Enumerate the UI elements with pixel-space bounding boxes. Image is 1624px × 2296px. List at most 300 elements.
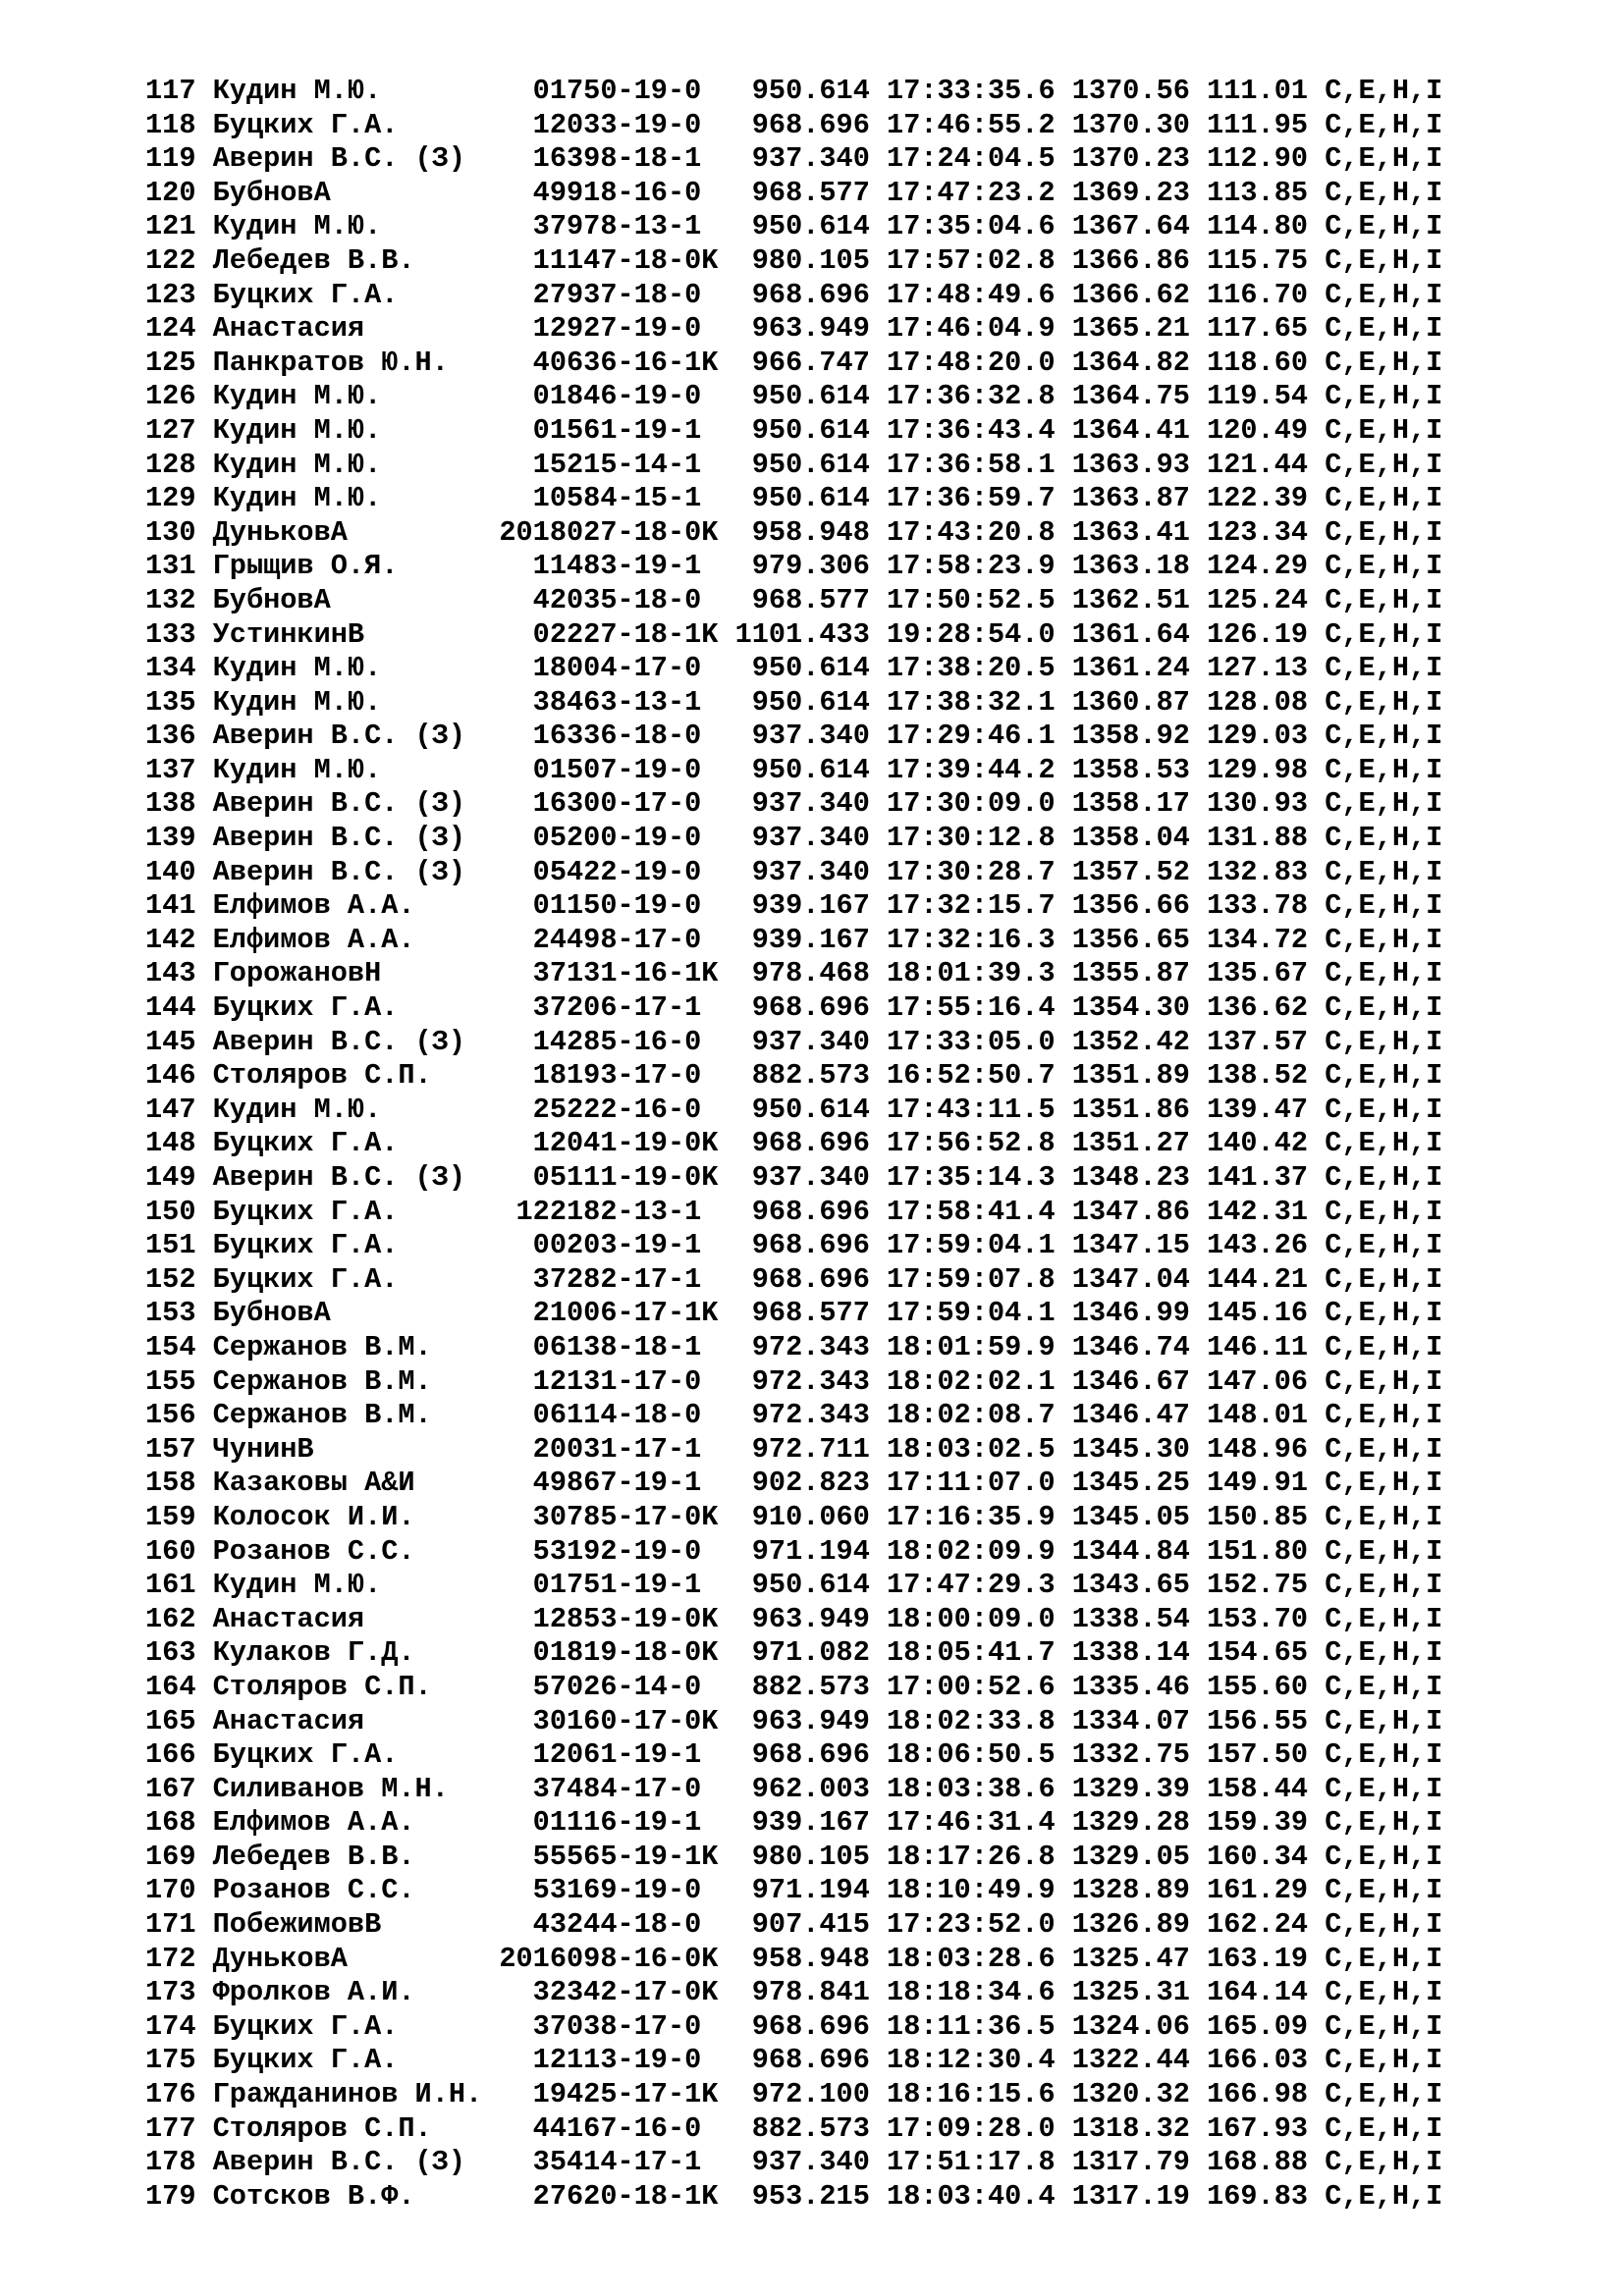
cell-distance: 910.060 (718, 1500, 870, 1533)
table-row (145, 312, 1442, 347)
cell-categories: C,E,H,I (1308, 685, 1443, 719)
cell-name: Панкратов Ю.Н. (212, 346, 500, 379)
table-row (145, 244, 1442, 279)
cell-place: 130 (145, 515, 213, 549)
cell-distance: 937.340 (718, 2146, 870, 2179)
cell-categories: C,E,H,I (1308, 1399, 1443, 1432)
cell-place: 137 (145, 753, 213, 786)
cell-coef: 133.78 (1189, 889, 1309, 923)
cell-distance: 939.167 (718, 923, 870, 956)
cell-coef: 122.39 (1189, 482, 1309, 515)
cell-time: 18:18:34.6 (869, 1976, 1056, 2009)
cell-categories: C,E,H,I (1308, 413, 1443, 447)
cell-distance: 958.948 (718, 515, 870, 549)
table-row (145, 1874, 1442, 1908)
cell-ring: 24498-17-0 (499, 923, 719, 956)
cell-distance: 980.105 (718, 243, 870, 277)
table-row (145, 2078, 1442, 2112)
cell-coef: 118.60 (1189, 346, 1309, 379)
cell-distance: 950.614 (718, 1569, 870, 1602)
cell-ring: 10584-15-1 (499, 482, 719, 515)
cell-time: 17:39:44.2 (869, 753, 1056, 786)
cell-coef: 167.93 (1189, 2111, 1309, 2145)
cell-place: 154 (145, 1330, 213, 1363)
cell-coef: 130.93 (1189, 787, 1309, 821)
cell-speed: 1329.28 (1055, 1806, 1190, 1840)
cell-distance: 971.082 (718, 1636, 870, 1670)
table-row (145, 957, 1442, 991)
cell-distance: 972.711 (718, 1432, 870, 1466)
cell-time: 17:46:31.4 (869, 1806, 1056, 1840)
cell-coef: 165.09 (1189, 2009, 1309, 2043)
cell-place: 126 (145, 380, 213, 413)
cell-coef: 161.29 (1189, 1874, 1309, 1907)
cell-name: Кудин М.Ю. (212, 652, 500, 685)
table-row (145, 1773, 1442, 1807)
table-row (145, 142, 1442, 177)
cell-distance: 950.614 (718, 413, 870, 447)
cell-speed: 1370.56 (1055, 75, 1190, 107)
table-row (145, 1263, 1442, 1298)
cell-time: 17:48:20.0 (869, 346, 1056, 379)
cell-time: 19:28:54.0 (869, 617, 1056, 651)
table-row (145, 1636, 1442, 1671)
cell-name: Аверин В.С. (З) (212, 1161, 500, 1194)
table-row (145, 1365, 1442, 1400)
cell-name: Аверин В.С. (З) (212, 787, 500, 821)
cell-name: Буцких Г.А. (212, 1229, 500, 1262)
cell-distance: 966.747 (718, 346, 870, 379)
cell-categories: C,E,H,I (1308, 1670, 1443, 1703)
cell-coef: 126.19 (1189, 617, 1309, 651)
table-row (145, 380, 1442, 414)
cell-distance: 937.340 (718, 787, 870, 821)
table-row (145, 1331, 1442, 1365)
cell-name: Сотсков В.Ф. (212, 2179, 500, 2213)
cell-categories: C,E,H,I (1308, 2111, 1443, 2145)
cell-distance: 937.340 (718, 1161, 870, 1194)
cell-distance: 968.696 (718, 108, 870, 141)
cell-place: 161 (145, 1569, 213, 1602)
cell-ring: 57026-14-0 (499, 1670, 719, 1703)
cell-place: 120 (145, 176, 213, 209)
cell-coef: 111.01 (1189, 75, 1309, 107)
cell-time: 17:46:04.9 (869, 312, 1056, 346)
cell-place: 124 (145, 312, 213, 346)
cell-distance: 950.614 (718, 652, 870, 685)
cell-time: 17:47:23.2 (869, 176, 1056, 209)
cell-time: 17:57:02.8 (869, 243, 1056, 277)
cell-speed: 1351.89 (1055, 1059, 1190, 1093)
table-row (145, 584, 1442, 618)
cell-categories: C,E,H,I (1308, 278, 1443, 311)
cell-speed: 1356.65 (1055, 923, 1190, 956)
cell-name: Кудин М.Ю. (212, 1569, 500, 1602)
cell-name: ПобежимовВ (212, 1908, 500, 1942)
cell-categories: C,E,H,I (1308, 1093, 1443, 1126)
cell-time: 17:30:28.7 (869, 855, 1056, 888)
table-row (145, 1501, 1442, 1535)
cell-ring: 37206-17-1 (499, 991, 719, 1025)
table-row (145, 2010, 1442, 2045)
cell-name: Анастасия (212, 1704, 500, 1737)
cell-coef: 134.72 (1189, 923, 1309, 956)
cell-categories: C,E,H,I (1308, 583, 1443, 616)
table-row (145, 347, 1442, 381)
cell-speed: 1326.89 (1055, 1908, 1190, 1942)
cell-distance: 950.614 (718, 75, 870, 107)
cell-time: 17:38:32.1 (869, 685, 1056, 719)
cell-coef: 147.06 (1189, 1364, 1309, 1398)
cell-categories: C,E,H,I (1308, 652, 1443, 685)
cell-time: 17:46:55.2 (869, 108, 1056, 141)
cell-coef: 146.11 (1189, 1330, 1309, 1363)
cell-place: 123 (145, 278, 213, 311)
cell-speed: 1355.87 (1055, 957, 1190, 990)
cell-distance: 1101.433 (718, 617, 870, 651)
cell-name: Аверин В.С. (З) (212, 2146, 500, 2179)
cell-speed: 1364.41 (1055, 413, 1190, 447)
cell-ring: 12131-17-0 (499, 1364, 719, 1398)
cell-categories: C,E,H,I (1308, 142, 1443, 176)
cell-categories: C,E,H,I (1308, 787, 1443, 821)
cell-name: Кудин М.Ю. (212, 482, 500, 515)
cell-time: 18:03:28.6 (869, 1942, 1056, 1975)
cell-place: 140 (145, 855, 213, 888)
cell-place: 156 (145, 1399, 213, 1432)
cell-place: 133 (145, 617, 213, 651)
table-row (145, 787, 1442, 822)
cell-speed: 1351.86 (1055, 1093, 1190, 1126)
cell-name: Елфимов А.А. (212, 1806, 500, 1840)
cell-distance: 939.167 (718, 1806, 870, 1840)
cell-ring: 01561-19-1 (499, 413, 719, 447)
cell-speed: 1369.23 (1055, 176, 1190, 209)
cell-speed: 1345.30 (1055, 1432, 1190, 1466)
cell-name: УстинкинВ (212, 617, 500, 651)
cell-categories: C,E,H,I (1308, 1161, 1443, 1194)
cell-speed: 1362.51 (1055, 583, 1190, 616)
cell-categories: C,E,H,I (1308, 1908, 1443, 1942)
cell-distance: 968.696 (718, 1229, 870, 1262)
cell-name: Столяров С.П. (212, 1059, 500, 1093)
cell-time: 17:59:04.1 (869, 1229, 1056, 1262)
cell-name: Фролков А.И. (212, 1976, 500, 2009)
cell-coef: 156.55 (1189, 1704, 1309, 1737)
cell-categories: C,E,H,I (1308, 1025, 1443, 1058)
cell-place: 162 (145, 1602, 213, 1635)
cell-distance: 968.696 (718, 1195, 870, 1228)
cell-ring: 12853-19-0K (499, 1602, 719, 1635)
cell-time: 17:43:20.8 (869, 515, 1056, 549)
cell-speed: 1332.75 (1055, 1738, 1190, 1772)
table-row (145, 2112, 1442, 2147)
cell-coef: 123.34 (1189, 515, 1309, 549)
cell-name: Сержанов В.М. (212, 1399, 500, 1432)
cell-name: Буцких Г.А. (212, 1738, 500, 1772)
cell-distance: 882.573 (718, 1059, 870, 1093)
cell-coef: 135.67 (1189, 957, 1309, 990)
cell-time: 17:09:28.0 (869, 2111, 1056, 2145)
cell-categories: C,E,H,I (1308, 482, 1443, 515)
cell-time: 18:00:09.0 (869, 1602, 1056, 1635)
cell-speed: 1363.41 (1055, 515, 1190, 549)
cell-ring: 40636-16-1K (499, 346, 719, 379)
cell-categories: C,E,H,I (1308, 1432, 1443, 1466)
cell-ring: 06138-18-1 (499, 1330, 719, 1363)
cell-ring: 12927-19-0 (499, 312, 719, 346)
cell-ring: 44167-16-0 (499, 2111, 719, 2145)
cell-name: Аверин В.С. (З) (212, 142, 500, 176)
cell-distance: 971.194 (718, 1874, 870, 1907)
cell-distance: 950.614 (718, 482, 870, 515)
cell-coef: 166.03 (1189, 2044, 1309, 2077)
table-row (145, 889, 1442, 924)
cell-categories: C,E,H,I (1308, 1330, 1443, 1363)
cell-categories: C,E,H,I (1308, 243, 1443, 277)
cell-distance: 968.696 (718, 278, 870, 311)
cell-categories: C,E,H,I (1308, 1569, 1443, 1602)
cell-distance: 937.340 (718, 142, 870, 176)
table-row (145, 482, 1442, 516)
cell-distance: 968.577 (718, 176, 870, 209)
cell-name: Кудин М.Ю. (212, 413, 500, 447)
cell-place: 177 (145, 2111, 213, 2145)
cell-ring: 53169-19-0 (499, 1874, 719, 1907)
cell-time: 18:05:41.7 (869, 1636, 1056, 1670)
cell-ring: 05422-19-0 (499, 855, 719, 888)
cell-categories: C,E,H,I (1308, 380, 1443, 413)
cell-ring: 15215-14-1 (499, 448, 719, 481)
cell-coef: 151.80 (1189, 1534, 1309, 1568)
cell-place: 173 (145, 1976, 213, 2009)
cell-speed: 1361.24 (1055, 652, 1190, 685)
cell-distance: 962.003 (718, 1772, 870, 1805)
cell-distance: 963.949 (718, 1704, 870, 1737)
cell-categories: C,E,H,I (1308, 75, 1443, 107)
cell-speed: 1358.04 (1055, 822, 1190, 855)
cell-speed: 1329.05 (1055, 1840, 1190, 1873)
cell-distance: 978.468 (718, 957, 870, 990)
table-row (145, 1569, 1442, 1603)
cell-coef: 112.90 (1189, 142, 1309, 176)
cell-distance: 979.306 (718, 550, 870, 583)
cell-name: БубновА (212, 1297, 500, 1330)
cell-coef: 121.44 (1189, 448, 1309, 481)
cell-speed: 1370.30 (1055, 108, 1190, 141)
cell-distance: 882.573 (718, 1670, 870, 1703)
cell-distance: 950.614 (718, 380, 870, 413)
cell-ring: 01150-19-0 (499, 889, 719, 923)
cell-speed: 1346.74 (1055, 1330, 1190, 1363)
cell-distance: 937.340 (718, 855, 870, 888)
cell-name: Буцких Г.А. (212, 1127, 500, 1160)
cell-time: 17:55:16.4 (869, 991, 1056, 1025)
cell-distance: 968.696 (718, 1127, 870, 1160)
cell-place: 152 (145, 1262, 213, 1296)
cell-name: Лебедев В.В. (212, 1840, 500, 1873)
cell-time: 17:38:20.5 (869, 652, 1056, 685)
cell-speed: 1325.47 (1055, 1942, 1190, 1975)
cell-categories: C,E,H,I (1308, 923, 1443, 956)
cell-speed: 1324.06 (1055, 2009, 1190, 2043)
cell-name: Кудин М.Ю. (212, 75, 500, 107)
cell-distance: 950.614 (718, 1093, 870, 1126)
cell-categories: C,E,H,I (1308, 210, 1443, 243)
cell-time: 17:59:04.1 (869, 1297, 1056, 1330)
table-row (145, 1094, 1442, 1128)
cell-coef: 113.85 (1189, 176, 1309, 209)
cell-place: 155 (145, 1364, 213, 1398)
cell-speed: 1364.82 (1055, 346, 1190, 379)
cell-categories: C,E,H,I (1308, 515, 1443, 549)
cell-ring: 02227-18-1K (499, 617, 719, 651)
cell-categories: C,E,H,I (1308, 855, 1443, 888)
cell-ring: 35414-17-1 (499, 2146, 719, 2179)
cell-ring: 55565-19-1K (499, 1840, 719, 1873)
cell-time: 18:02:02.1 (869, 1364, 1056, 1398)
cell-categories: C,E,H,I (1308, 2009, 1443, 2043)
cell-place: 166 (145, 1738, 213, 1772)
cell-coef: 125.24 (1189, 583, 1309, 616)
cell-place: 132 (145, 583, 213, 616)
cell-ring: 30785-17-0K (499, 1500, 719, 1533)
cell-place: 144 (145, 991, 213, 1025)
cell-distance: 968.577 (718, 583, 870, 616)
cell-ring: 01507-19-0 (499, 753, 719, 786)
cell-categories: C,E,H,I (1308, 176, 1443, 209)
cell-place: 151 (145, 1229, 213, 1262)
cell-ring: 11483-19-1 (499, 550, 719, 583)
cell-categories: C,E,H,I (1308, 2146, 1443, 2179)
cell-coef: 150.85 (1189, 1500, 1309, 1533)
cell-time: 17:59:07.8 (869, 1262, 1056, 1296)
cell-speed: 1347.15 (1055, 1229, 1190, 1262)
cell-coef: 163.19 (1189, 1942, 1309, 1975)
cell-distance: 937.340 (718, 720, 870, 753)
cell-coef: 138.52 (1189, 1059, 1309, 1093)
cell-name: ДуньковА (212, 1942, 500, 1975)
cell-name: Розанов С.С. (212, 1534, 500, 1568)
cell-place: 131 (145, 550, 213, 583)
cell-ring: 06114-18-0 (499, 1399, 719, 1432)
cell-ring: 14285-16-0 (499, 1025, 719, 1058)
cell-place: 129 (145, 482, 213, 515)
cell-speed: 1364.75 (1055, 380, 1190, 413)
cell-speed: 1317.19 (1055, 2179, 1190, 2213)
cell-place: 128 (145, 448, 213, 481)
table-row (145, 1433, 1442, 1468)
cell-ring: 00203-19-1 (499, 1229, 719, 1262)
cell-time: 17:50:52.5 (869, 583, 1056, 616)
cell-name: Кудин М.Ю. (212, 380, 500, 413)
cell-speed: 1366.86 (1055, 243, 1190, 277)
cell-name: Аверин В.С. (З) (212, 1025, 500, 1058)
cell-coef: 154.65 (1189, 1636, 1309, 1670)
cell-distance: 972.343 (718, 1330, 870, 1363)
table-row (145, 414, 1442, 449)
cell-speed: 1328.89 (1055, 1874, 1190, 1907)
table-row (145, 1976, 1442, 2010)
table-row (145, 2044, 1442, 2078)
cell-ring: 42035-18-0 (499, 583, 719, 616)
cell-name: Розанов С.С. (212, 1874, 500, 1907)
cell-time: 17:11:07.0 (869, 1467, 1056, 1500)
cell-time: 17:35:04.6 (869, 210, 1056, 243)
table-row (145, 1161, 1442, 1196)
cell-speed: 1344.84 (1055, 1534, 1190, 1568)
cell-categories: C,E,H,I (1308, 2078, 1443, 2111)
cell-categories: C,E,H,I (1308, 1364, 1443, 1398)
cell-categories: C,E,H,I (1308, 312, 1443, 346)
cell-name: Столяров С.П. (212, 1670, 500, 1703)
cell-name: Лебедев В.В. (212, 243, 500, 277)
cell-ring: 12061-19-1 (499, 1738, 719, 1772)
cell-categories: C,E,H,I (1308, 1297, 1443, 1330)
cell-time: 18:03:40.4 (869, 2179, 1056, 2213)
cell-name: Буцких Г.А. (212, 991, 500, 1025)
cell-speed: 1335.46 (1055, 1670, 1190, 1703)
cell-ring: 01751-19-1 (499, 1569, 719, 1602)
cell-coef: 155.60 (1189, 1670, 1309, 1703)
cell-categories: C,E,H,I (1308, 108, 1443, 141)
cell-distance: 958.948 (718, 1942, 870, 1975)
cell-name: Гражданинов И.Н. (212, 2078, 500, 2111)
cell-time: 18:11:36.5 (869, 2009, 1056, 2043)
cell-categories: C,E,H,I (1308, 1602, 1443, 1635)
cell-ring: 05111-19-0K (499, 1161, 719, 1194)
cell-ring: 21006-17-1K (499, 1297, 719, 1330)
cell-time: 18:12:30.4 (869, 2044, 1056, 2077)
cell-time: 16:52:50.7 (869, 1059, 1056, 1093)
cell-ring: 53192-19-0 (499, 1534, 719, 1568)
cell-name: Елфимов А.А. (212, 923, 500, 956)
cell-distance: 963.949 (718, 312, 870, 346)
cell-speed: 1334.07 (1055, 1704, 1190, 1737)
table-row (145, 618, 1442, 653)
cell-place: 153 (145, 1297, 213, 1330)
table-row (145, 210, 1442, 244)
cell-ring: 25222-16-0 (499, 1093, 719, 1126)
cell-speed: 1352.42 (1055, 1025, 1190, 1058)
cell-coef: 164.14 (1189, 1976, 1309, 2009)
cell-categories: C,E,H,I (1308, 822, 1443, 855)
cell-coef: 137.57 (1189, 1025, 1309, 1058)
cell-ring: 18004-17-0 (499, 652, 719, 685)
cell-time: 17:58:23.9 (869, 550, 1056, 583)
cell-place: 164 (145, 1670, 213, 1703)
cell-coef: 129.98 (1189, 753, 1309, 786)
cell-place: 159 (145, 1500, 213, 1533)
cell-categories: C,E,H,I (1308, 1195, 1443, 1228)
cell-place: 147 (145, 1093, 213, 1126)
cell-name: Кулаков Г.Д. (212, 1636, 500, 1670)
cell-distance: 968.696 (718, 2009, 870, 2043)
cell-name: Казаковы А&И (212, 1467, 500, 1500)
cell-speed: 1345.05 (1055, 1500, 1190, 1533)
cell-speed: 1347.86 (1055, 1195, 1190, 1228)
cell-time: 17:36:58.1 (869, 448, 1056, 481)
cell-distance: 968.696 (718, 2044, 870, 2077)
cell-place: 121 (145, 210, 213, 243)
cell-speed: 1356.66 (1055, 889, 1190, 923)
cell-name: БубновА (212, 176, 500, 209)
cell-place: 176 (145, 2078, 213, 2111)
table-row (145, 177, 1442, 211)
cell-place: 178 (145, 2146, 213, 2179)
cell-speed: 1360.87 (1055, 685, 1190, 719)
table-row (145, 1297, 1442, 1331)
